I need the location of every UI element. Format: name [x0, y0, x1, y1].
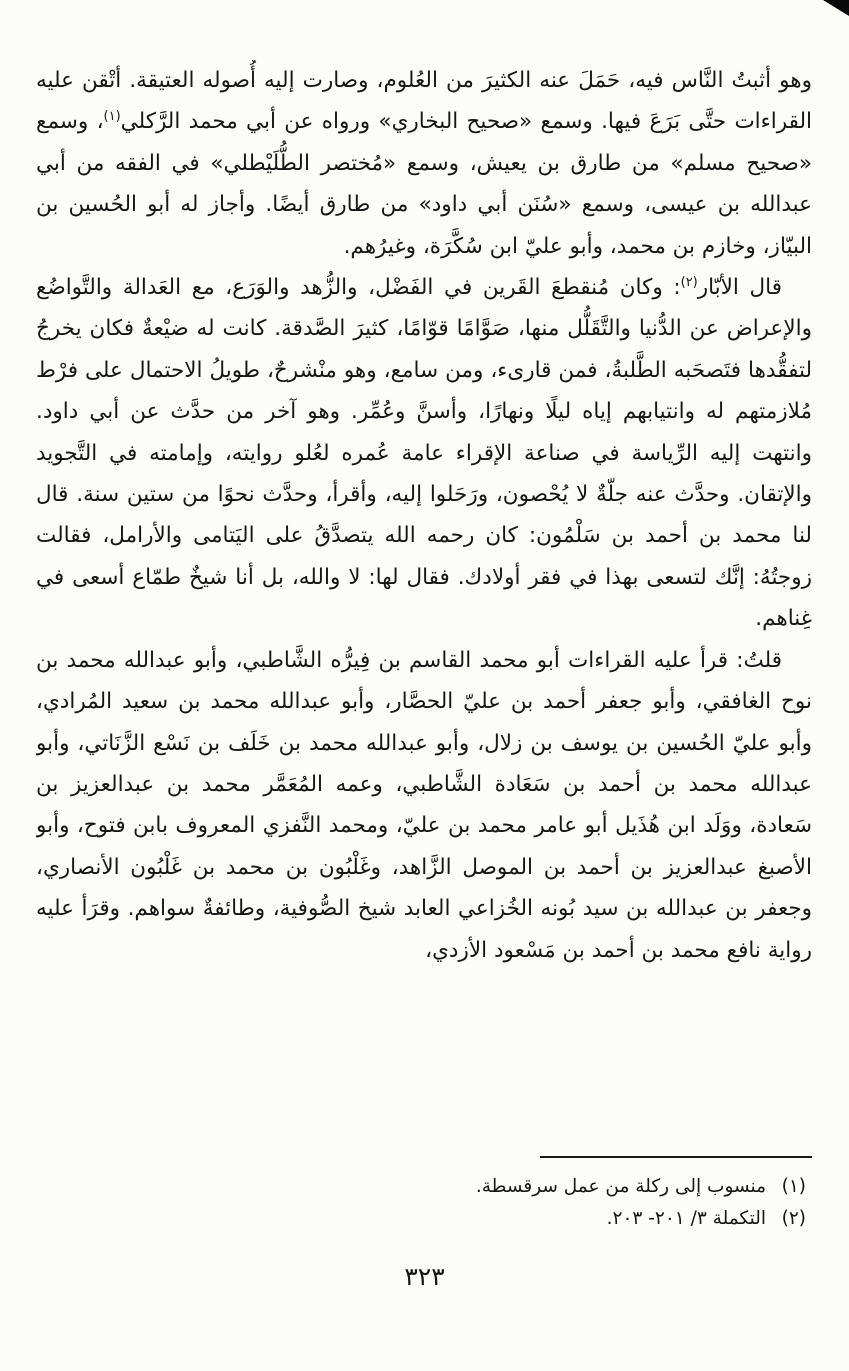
text-run: وهو أثبتُ النَّاس فيه، حَمَلَ عنه الكثيرَ من العُلوم، وصارت إليه أُصوله العتيقة. أتْقن عليه القراءات حتَّى بَرَعَ فيها. وسمع «صحيح البخاري» ورواه عن أبي محمد الرَّكلي: [36, 68, 812, 135]
paragraph: [36, 640, 812, 971]
footnote-ref: (١): [103, 109, 121, 125]
footnote: [36, 1203, 812, 1235]
scan-corner-artifact: [823, 0, 849, 16]
footnote: [36, 1171, 812, 1203]
paragraph: [36, 60, 812, 267]
text-run: قال الأبّار: [697, 275, 782, 301]
footnote-divider: [540, 1156, 812, 1158]
text-run: قلتُ: قرأ عليه القراءات أبو محمد القاسم بن فِيرُّه الشَّاطبي، وأبو عبدالله محمد بن نوح الغافقي، وأبو جعفر أحمد بن عليّ الحصَّار، وأبو عبدالله محمد بن سعيد المُرادي، وأبو عليّ الحُسين بن يوسف بن زلال، وأبو عبدالله محمد بن خَلَف بن نَسْع الزَّنَاتي، وأبو عبدالله محمد بن أحمد بن سَعَادة الشَّاطبي، وعمه المُعَمَّر محمد بن عبدالعزيز بن سَعادة، ووَلَد ابن هُذَيل أبو عامر محمد بن عليّ، ومحمد النَّفزي المعروف بابن فتوح، وأبو الأصبغ عبدالعزيز بن أحمد بن الموصل الزَّاهد، وغَلْبُون بن محمد بن غَلْبُون الأنصاري، وجعفر بن عبدالله بن سيد بُونه الخُزاعي العابد شيخ الصُّوفية، وطائفةٌ سواهم. وقرَأ عليه رواية نافع محمد بن أحمد بن مَسْعود الأزدي،: [36, 647, 812, 963]
page-number: ٣٢٣: [404, 1262, 445, 1291]
footnote-section: [36, 1156, 812, 1235]
footnote-ref: (٢): [680, 274, 698, 290]
text-block: [36, 60, 812, 1152]
footnote-marker: (١): [781, 1176, 806, 1197]
footnote-text: التكملة ٣/ ٢٠١- ٢٠٣.: [606, 1208, 766, 1229]
footnote-text: منسوب إلى ركلة من عمل سرقسطة.: [475, 1176, 766, 1197]
text-run: : وكان مُنقطعَ القَرين في الفَضْل، والزُّهد والوَرَع، مع العَدالة والتَّواضُع والإعراض عن الدُّنيا والتَّقَلُّل منها، صَوَّامًا قوّامًا، كثيرَ الصَّدقة. كانت له ضيْعةٌ فكان يخرجُ لتفقُّدها فتَصحَبه الطَّلبةُ، فمن قارىء، ومن سامع، وهو منْشرحٌ، طويلُ الاحتمال على فرْط مُلازمتهم له وانتيابهم إياه ليلًا ونهارًا، وأسنَّ وعُمِّر. وهو آخر من حدَّث عن أبي داود. وانتهت إليه الرِّياسة في صناعة الإقراء عامة عُمره لعُلو روايته، وإمامته في التَّجويد والإتقان. وحدَّث عنه جلّةٌ لا يُحْصون، ورَحَلوا إليه، وأقرأ، وحدَّث نحوًا من ستين سنة. قال لنا محمد بن أحمد بن سَلْمُون: كان رحمه الله يتصدَّقُ على اليَتامى والأرامل، فقالت زوجتُهُ: إنَّك لتسعى بهذا في فقر أولادك. فقال لها: لا والله، بل أنا شيخٌ طمّاع أسعى في غِناهم.: [36, 275, 812, 632]
paragraph: [36, 267, 812, 640]
text-run: ، وسمع «صحيح مسلم» من طارق بن يعيش، وسمع «مُختصر الطُّلَيْطلي» في الفقه من أبي عبدالله بن عيسى، وسمع «سُنَن أبي داود» من طارق أيضًا. وأجاز له أبو الحُسين بن البيّاز، وخازم بن محمد، وأبو عليّ ابن سُكَّرَة، وغيرُهم.: [36, 109, 812, 259]
footnote-marker: (٢): [781, 1208, 806, 1229]
footnote-list: [36, 1171, 812, 1235]
